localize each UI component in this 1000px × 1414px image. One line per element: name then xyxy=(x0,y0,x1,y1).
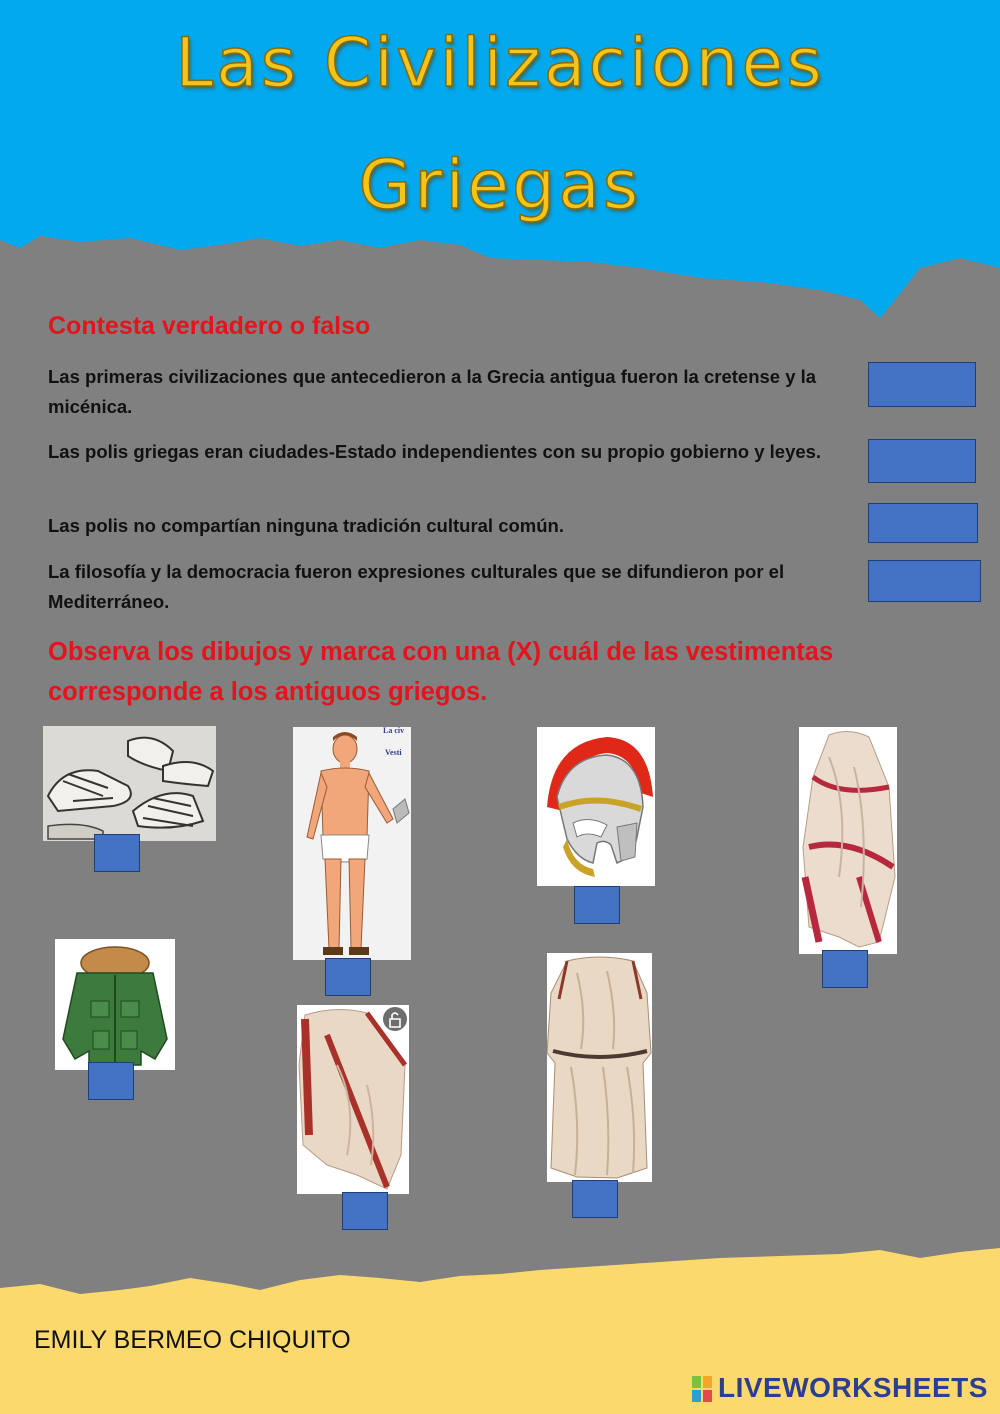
image-label-1: La civ xyxy=(383,727,405,735)
answer-box-1[interactable] xyxy=(868,362,976,407)
statement-2: Las polis griegas eran ciudades-Estado independientes con su propio gobierno y leyes. xyxy=(48,441,822,462)
answer-box-2[interactable] xyxy=(868,439,976,483)
liveworksheets-brand: LIVEWORKSHEETS xyxy=(718,1372,988,1403)
draped-shawl-image xyxy=(297,1005,409,1194)
answer-box-4[interactable] xyxy=(868,560,981,602)
winter-jacket-image xyxy=(55,939,175,1070)
image-label-2: Vesti xyxy=(385,748,402,757)
winter-jacket-drawing xyxy=(55,939,175,1070)
page-title-line-2: Griegas xyxy=(358,146,642,225)
loincloth-man-drawing xyxy=(293,727,411,960)
sandals-image xyxy=(43,726,216,841)
mark-box-cloak[interactable] xyxy=(822,950,868,988)
loincloth-man-image xyxy=(293,727,411,960)
draped-cloak-image xyxy=(799,727,897,954)
liveworksheets-logo-icon xyxy=(692,1376,712,1402)
roman-helmet-image xyxy=(537,727,655,886)
true-false-heading: Contesta verdadero o falso xyxy=(48,312,371,340)
draped-shawl-drawing xyxy=(297,1005,409,1194)
mark-box-sandals[interactable] xyxy=(94,834,140,872)
mark-box-tunic[interactable] xyxy=(572,1180,618,1218)
clothing-heading: Observa los dibujos y marca con una (X) cuál de las vestimentas corresponde a los antiguos griegos. xyxy=(48,638,834,706)
tunic-drawing xyxy=(547,953,652,1182)
draped-cloak-drawing xyxy=(799,727,897,954)
statement-1: Las primeras civilizaciones que antecedieron a la Grecia antigua fueron la cretense y la micénica. xyxy=(48,366,817,417)
mark-box-jacket[interactable] xyxy=(88,1062,134,1100)
mark-box-loincloth[interactable] xyxy=(325,958,371,996)
mark-box-helmet[interactable] xyxy=(574,886,620,924)
statement-4: La filosofía y la democracia fueron expresiones culturales que se difundieron por el Mediterráneo. xyxy=(48,561,785,612)
roman-helmet-drawing xyxy=(537,727,655,886)
statement-3: Las polis no compartían ninguna tradición cultural común. xyxy=(48,515,564,536)
author-name: EMILY BERMEO CHIQUITO xyxy=(34,1326,351,1354)
page-title-line-1: Las Civilizaciones xyxy=(175,24,825,103)
mark-box-shawl[interactable] xyxy=(342,1192,388,1230)
answer-box-3[interactable] xyxy=(868,503,978,543)
tunic-image xyxy=(547,953,652,1182)
sandals-drawing xyxy=(43,726,216,841)
